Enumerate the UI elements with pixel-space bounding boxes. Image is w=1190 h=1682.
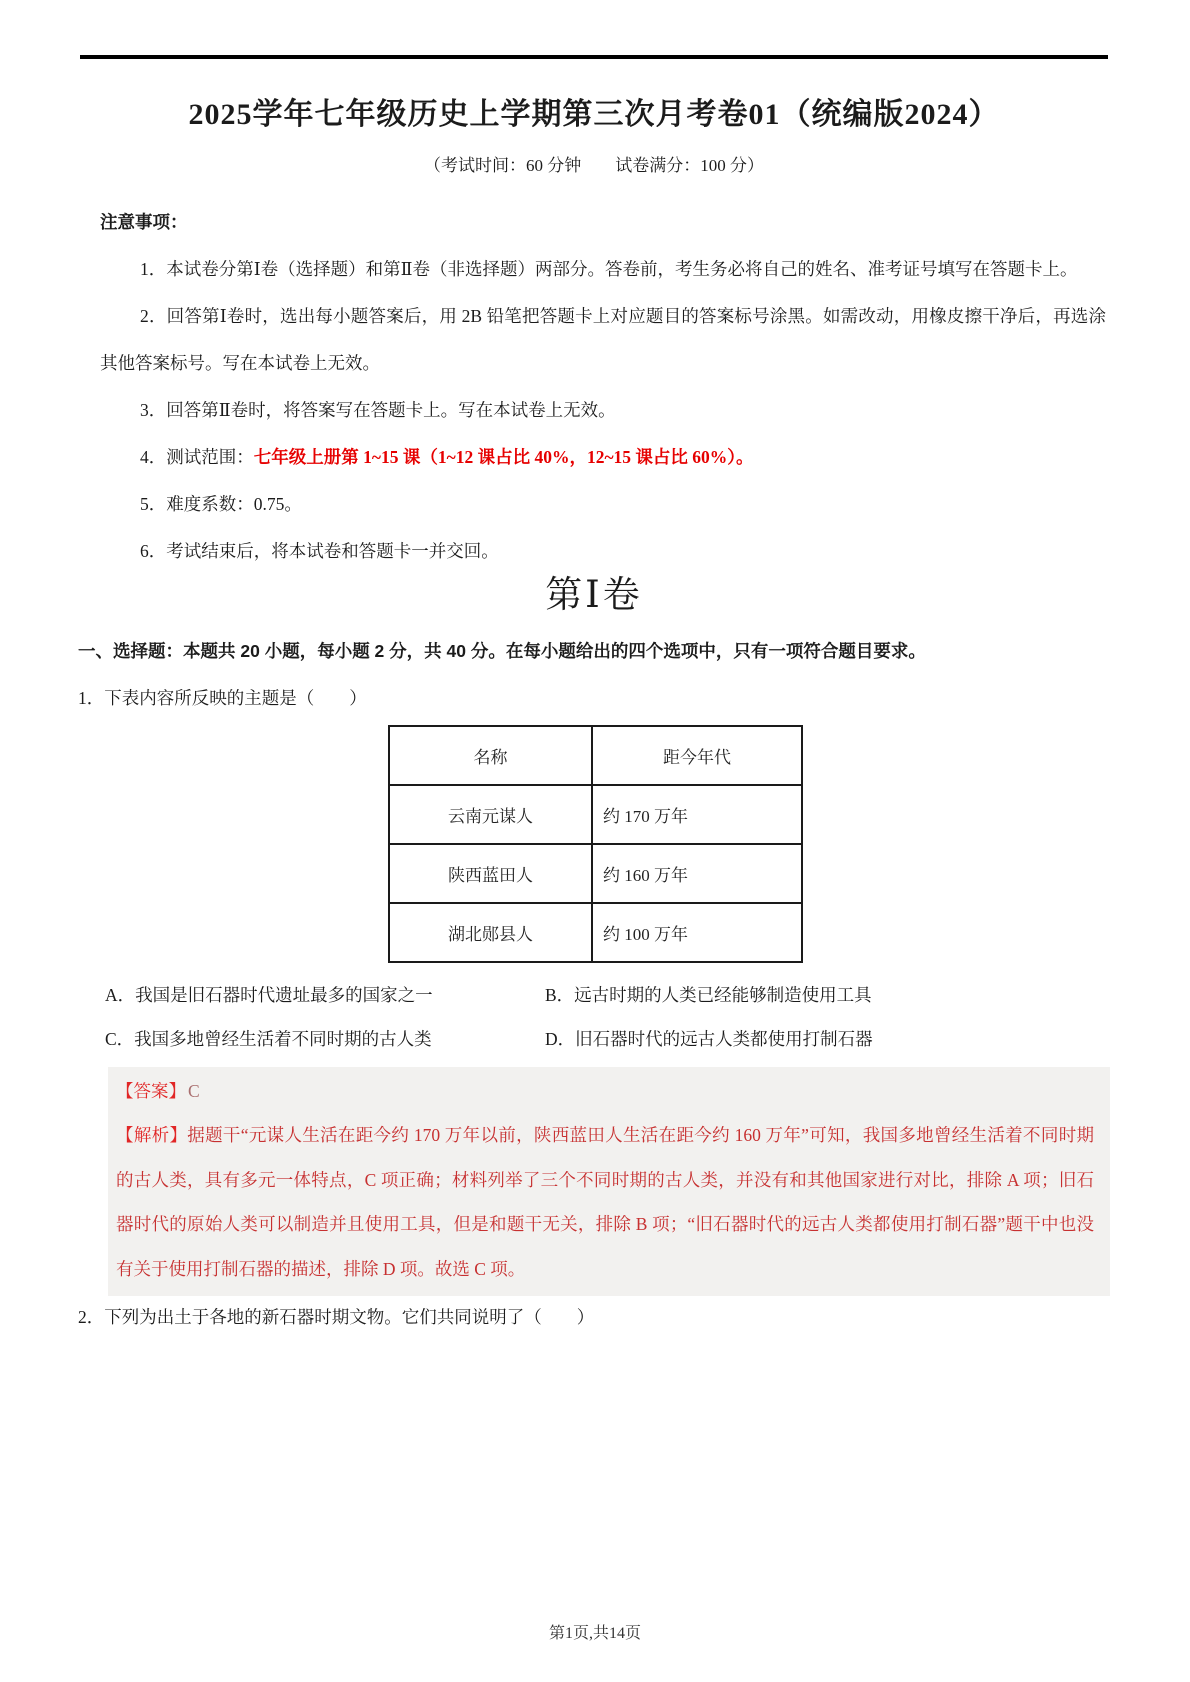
chronology-table <box>388 725 803 963</box>
option-c: C．我国多地曾经生活着不同时期的古人类 <box>105 1029 432 1049</box>
notice-item-2: 2．回答第Ⅰ卷时，选出每小题答案后，用 2B 铅笔把答题卡上对应题目的答案标号涂黑。如需改动，用橡皮擦干净后，再选涂其他答案标号。写在本试卷上无效。 <box>100 306 1106 373</box>
analysis-label: 【解析】 <box>116 1125 188 1145</box>
table-header-age: 距今年代 <box>592 726 802 785</box>
option-row <box>105 973 1110 1017</box>
table-row <box>389 903 802 962</box>
option-d: D．旧石器时代的远古人类都使用打制石器 <box>545 1029 873 1049</box>
question-2-stem: 2．下列为出土于各地的新石器时期文物。它们共同说明了（ ） <box>78 1307 595 1327</box>
notice-item-6: 6．考试结束后，将本试卷和答题卡一并交回。 <box>140 541 499 561</box>
notice-item-4-scope: 七年级上册第 1~15 课（1~12 课占比 40%，12~15 课占比 60%）。 <box>253 447 754 467</box>
analysis-paragraph <box>116 1113 1094 1291</box>
header-rule <box>80 55 1108 59</box>
part-one-title: 第Ⅰ卷 <box>545 575 643 616</box>
analysis-text: 据题干“元谋人生活在距今约 170 万年以前，陕西蓝田人生活在距今约 160 万年”可知，我国多地曾经生活着不同时期的古人类，具有多元一体特点，C 项正确；材料列举了三个不同时期的古人类，并没有和其他国家进行对比，排除 A 项；旧石器时代的原始人类可以制造并且使用工具，但是和题干无关，排除 B 项；“旧石器时代的远古人类都使用打制石器”题干中也没有关于使用打制石器的描述，排除 D 项。故选 C 项。 <box>116 1125 1095 1279</box>
table-cell-name: 湖北郧县人 <box>389 903 592 962</box>
notice-item-3: 3．回答第Ⅱ卷时，将答案写在答题卡上。写在本试卷上无效。 <box>140 400 616 420</box>
answer-line <box>116 1069 1094 1113</box>
table-row <box>389 785 802 844</box>
option-row <box>105 1017 1110 1061</box>
notice-section <box>100 199 1106 575</box>
question-1-options <box>78 973 1110 1061</box>
answer-value: C <box>188 1081 200 1101</box>
table-cell-age: 约 170 万年 <box>592 785 802 844</box>
exam-subtitle: （考试时间：60 分钟 试卷满分：100 分） <box>424 156 764 175</box>
notice-item-1: 1．本试卷分第Ⅰ卷（选择题）和第Ⅱ卷（非选择题）两部分。答卷前，考生务必将自己的姓名、准考证号填写在答题卡上。 <box>140 259 1078 279</box>
table-row <box>389 844 802 903</box>
answer-analysis-block <box>108 1067 1110 1296</box>
option-a: A．我国是旧石器时代遗址最多的国家之一 <box>105 985 433 1005</box>
table-cell-age: 约 100 万年 <box>592 903 802 962</box>
page-footer: 第1页,共14页 <box>548 1625 641 1642</box>
notice-heading: 注意事项： <box>100 212 188 232</box>
table-cell-name: 云南元谋人 <box>389 785 592 844</box>
question-1-stem: 1．下表内容所反映的主题是（ ） <box>78 688 367 708</box>
table-cell-name: 陕西蓝田人 <box>389 844 592 903</box>
exam-title: 2025学年七年级历史上学期第三次月考卷01（统编版2024） <box>188 98 1000 131</box>
section-directions: 一、选择题：本题共 20 小题，每小题 2 分，共 40 分。在每小题给出的四个选项中，只有一项符合题目要求。 <box>78 641 926 661</box>
notice-item-5: 5．难度系数：0.75。 <box>140 494 302 514</box>
table-header-name: 名称 <box>389 726 592 785</box>
table-header-row <box>389 726 802 785</box>
option-b: B．远古时期的人类已经能够制造使用工具 <box>545 985 872 1005</box>
notice-item-4-label: 4．测试范围： <box>140 447 254 467</box>
answer-label: 【答案】 <box>116 1081 186 1101</box>
table-cell-age: 约 160 万年 <box>592 844 802 903</box>
notice-item-4 <box>100 434 1106 481</box>
